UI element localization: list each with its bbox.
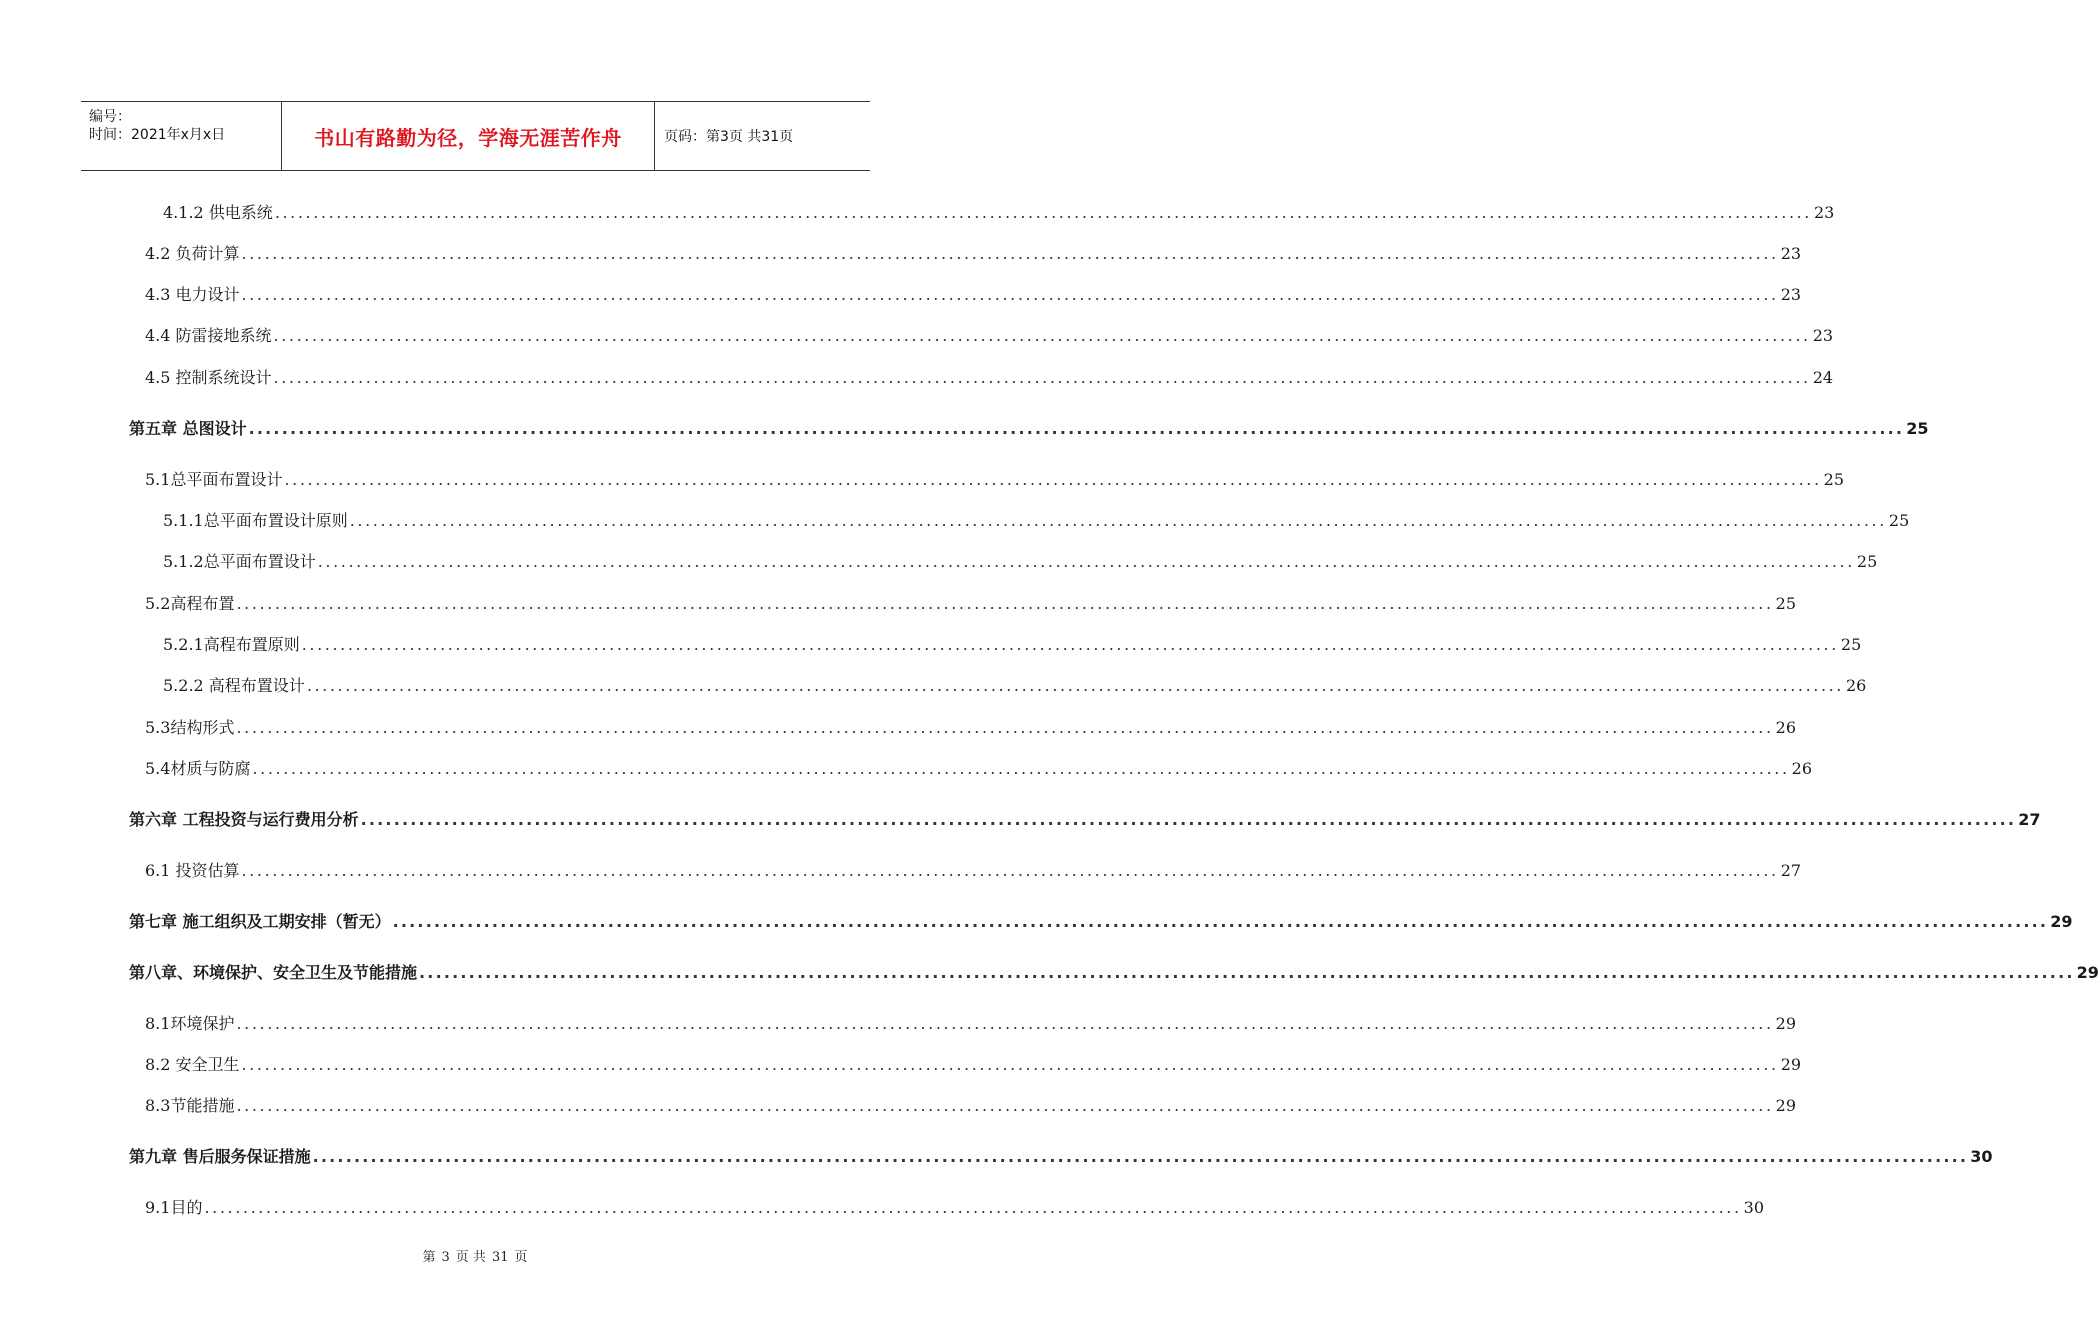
header-page-info: 页码：第3页 共31页 xyxy=(664,129,794,145)
toc-dot-leader: ........................................................................................................................................................................................................ xyxy=(317,552,1855,571)
toc-dot-leader: ........................................................................................................................................................................................................ xyxy=(236,1014,1774,1033)
footer-suffix: 页 xyxy=(514,1250,528,1265)
toc-entry-title: 5.4材质与防腐 xyxy=(145,759,251,778)
toc-entry-title: 5.1.1总平面布置设计原则 xyxy=(163,511,348,530)
toc-entry-page: 26 xyxy=(1846,676,1867,695)
toc-entry-page: 30 xyxy=(1743,1198,1764,1217)
toc-entry-title: 8.1环境保护 xyxy=(145,1014,235,1033)
toc-entry[interactable] xyxy=(145,1093,1796,1115)
footer-middle: 页 共 xyxy=(455,1250,486,1265)
toc-dot-leader: ........................................................................................................................................................................................................ xyxy=(360,810,2017,829)
toc-entry[interactable] xyxy=(163,508,1910,530)
toc-entry[interactable] xyxy=(163,549,1878,571)
toc-entry[interactable] xyxy=(129,909,2073,931)
serial-number-label: 编号： xyxy=(89,109,131,125)
time-label: 时间：2021年x月x日 xyxy=(89,127,226,143)
toc-entry[interactable] xyxy=(145,323,1834,345)
toc-entry-title: 5.3结构形式 xyxy=(145,718,235,737)
toc-entry-page: 24 xyxy=(1812,368,1834,387)
toc-entry[interactable] xyxy=(129,416,1929,438)
header-meta xyxy=(81,102,282,170)
toc-dot-leader: ........................................................................................................................................................................................................ xyxy=(349,511,1887,530)
toc-entry-title: 5.2高程布置 xyxy=(145,594,235,613)
toc-entry[interactable] xyxy=(163,632,1862,654)
toc-entry-title: 第九章 售后服务保证措施 xyxy=(129,1147,311,1166)
toc-dot-leader: ........................................................................................................................................................................................................ xyxy=(306,676,1844,695)
toc-entry[interactable] xyxy=(145,467,1844,489)
toc-entry[interactable] xyxy=(145,241,1802,263)
toc-entry[interactable] xyxy=(129,807,2041,829)
toc-dot-leader: ........................................................................................................................................................................................................ xyxy=(301,635,1839,654)
toc-entry[interactable] xyxy=(145,756,1812,778)
toc-entry-page: 26 xyxy=(1775,718,1796,737)
toc-entry-page: 25 xyxy=(1888,511,1910,530)
toc-dot-leader: ........................................................................................................................................................................................................ xyxy=(274,203,1812,222)
toc-entry[interactable] xyxy=(145,591,1796,613)
toc-dot-leader: ........................................................................................................................................................................................................ xyxy=(284,470,1822,489)
toc-entry-page: 29 xyxy=(1775,1014,1796,1033)
footer-total-pages: 31 xyxy=(491,1250,509,1265)
toc-dot-leader: ........................................................................................................................................................................................................ xyxy=(236,718,1774,737)
toc-entry-page: 29 xyxy=(1775,1096,1796,1115)
header-motto: 书山有路勤为径，学海无涯苦作舟 xyxy=(282,102,655,170)
toc-entry[interactable] xyxy=(163,673,1867,695)
toc-dot-leader: ........................................................................................................................................................................................................ xyxy=(236,1096,1774,1115)
toc-dot-leader: ........................................................................................................................................................................................................ xyxy=(312,1147,1969,1166)
toc-entry-title: 第五章 总图设计 xyxy=(129,419,247,438)
toc-entry[interactable] xyxy=(145,858,1802,880)
toc-entry[interactable] xyxy=(145,282,1802,304)
toc-entry-page: 25 xyxy=(1823,470,1844,489)
toc-entry-page: 29 xyxy=(2050,912,2073,931)
toc-entry-page: 25 xyxy=(1906,419,1929,438)
toc-entry[interactable] xyxy=(145,365,1834,387)
toc-entry-title: 6.1 投资估算 xyxy=(145,861,240,880)
toc-entry-title: 4.1.2 供电系统 xyxy=(163,203,273,222)
toc-entry-page: 23 xyxy=(1780,285,1802,304)
toc-entry[interactable] xyxy=(145,715,1796,737)
toc-entry-page: 23 xyxy=(1812,326,1834,345)
toc-entry-title: 5.1总平面布置设计 xyxy=(145,470,283,489)
toc-entry-title: 4.5 控制系统设计 xyxy=(145,368,272,387)
toc-entry-title: 5.1.2总平面布置设计 xyxy=(163,552,316,571)
toc-dot-leader: ........................................................................................................................................................................................................ xyxy=(392,912,2049,931)
toc-entry[interactable] xyxy=(145,1011,1796,1033)
toc-entry-title: 9.1目的 xyxy=(145,1198,203,1217)
toc-entry-page: 27 xyxy=(1780,861,1802,880)
toc-dot-leader: ........................................................................................................................................................................................................ xyxy=(241,244,1779,263)
toc-entry[interactable] xyxy=(163,200,1835,222)
toc-dot-leader: ........................................................................................................................................................................................................ xyxy=(204,1198,1742,1217)
toc-entry-title: 5.2.2 高程布置设计 xyxy=(163,676,305,695)
toc-entry-page: 25 xyxy=(1775,594,1796,613)
toc-entry-page: 27 xyxy=(2018,810,2041,829)
toc-entry-page: 29 xyxy=(2076,963,2099,982)
toc-dot-leader: ........................................................................................................................................................................................................ xyxy=(241,1055,1779,1074)
toc-dot-leader: ........................................................................................................................................................................................................ xyxy=(273,326,1811,345)
toc-entry[interactable] xyxy=(129,960,2099,982)
toc-entry-page: 26 xyxy=(1791,759,1812,778)
page-footer xyxy=(0,1246,950,1265)
toc-entry-title: 4.4 防雷接地系统 xyxy=(145,326,272,345)
page-header xyxy=(81,101,870,171)
toc-entry-title: 4.3 电力设计 xyxy=(145,285,240,304)
toc-entry[interactable] xyxy=(145,1195,1764,1217)
footer-page-number: 3 xyxy=(441,1250,450,1265)
toc-entry-page: 29 xyxy=(1780,1055,1802,1074)
footer-prefix: 第 xyxy=(422,1250,436,1265)
toc-entry-title: 第八章、环境保护、安全卫生及节能措施 xyxy=(129,963,418,982)
toc-entry-page: 23 xyxy=(1814,203,1835,222)
toc-entry-page: 30 xyxy=(1970,1147,1993,1166)
toc-entry-title: 第六章 工程投资与运行费用分析 xyxy=(129,810,359,829)
toc-dot-leader: ........................................................................................................................................................................................................ xyxy=(252,759,1790,778)
toc-entry-page: 25 xyxy=(1840,635,1862,654)
toc-entry[interactable] xyxy=(129,1144,1993,1166)
toc-dot-leader: ........................................................................................................................................................................................................ xyxy=(419,963,2075,982)
toc-entry-title: 5.2.1高程布置原则 xyxy=(163,635,300,654)
toc-entry-title: 4.2 负荷计算 xyxy=(145,244,240,263)
toc-dot-leader: ........................................................................................................................................................................................................ xyxy=(241,861,1779,880)
toc-dot-leader: ........................................................................................................................................................................................................ xyxy=(273,368,1811,387)
toc-entry-title: 第七章 施工组织及工期安排（暂无） xyxy=(129,912,391,931)
toc-dot-leader: ........................................................................................................................................................................................................ xyxy=(248,419,1905,438)
toc-entry-page: 23 xyxy=(1780,244,1802,263)
toc-entry-page: 25 xyxy=(1856,552,1878,571)
toc-entry-title: 8.2 安全卫生 xyxy=(145,1055,240,1074)
toc-dot-leader: ........................................................................................................................................................................................................ xyxy=(241,285,1779,304)
toc-entry-title: 8.3节能措施 xyxy=(145,1096,235,1115)
toc-entry[interactable] xyxy=(145,1052,1802,1074)
toc-dot-leader: ........................................................................................................................................................................................................ xyxy=(236,594,1774,613)
